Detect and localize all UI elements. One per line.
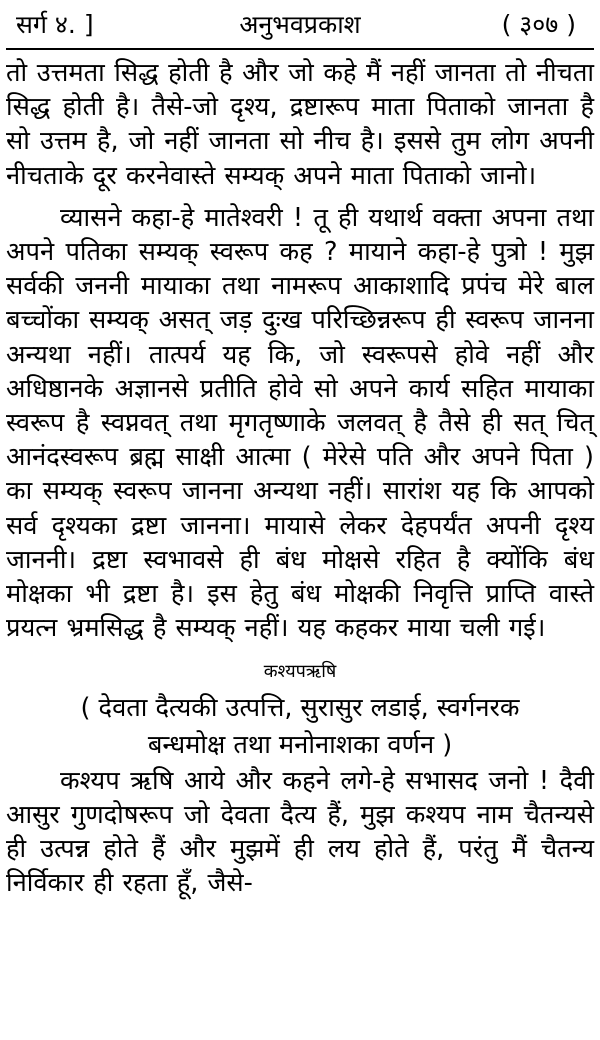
section-heading: कश्यपऋषि [263,661,337,683]
section-subtitle-line-1: ( देवता दैत्यकी उत्पत्ति, सुरासुर लडाई, स्वर्गनरक [80,693,520,724]
paragraph-continuation: तो उत्तमता सिद्ध होती है और जो कहे मैं नहीं जानता तो नीचता सिद्ध होती है। तैसे-जो दृश्य, द्रष्टारूप माता पिताको जानता है सो उत्तम है, जो नहीं जानता सो नीच है। इससे तुम लोग अपनी नीचताके दूर करनेवास्ते सम्यक् अपने माता पिताको जानो। [6,58,594,191]
section-subtitle [6,691,594,761]
section-subtitle-line-2: बन्धमोक्ष तथा मनोनाशका वर्णन ) [147,729,453,760]
page-number: ( ३०७ ) [501,10,576,39]
chapter-marker: सर्ग ४. ] [16,10,94,39]
book-title: अनुभवप्रकाश [239,10,361,39]
running-header [6,6,594,50]
paragraph-kashyapa: कश्यप ऋषि आये और कहने लगे-हे सभासद जनो ! दैवी आसुर गुणदोषरूप जो देवता दैत्य हैं, मुझ कश्यप नाम चैतन्यसे ही उत्पन्न होते हैं और मुझमें ही लय होते हैं, परंतु मैं चैतन्य निर्विकार ही रहता हूँ, जैसे- [6,765,594,899]
paragraph-vyasa-maya: व्यासने कहा-हे मातेश्वरी ! तू ही यथार्थ वक्ता अपना तथा अपने पतिका सम्यक् स्वरूप कह ? मायाने कहा-हे पुत्रो ! मुझ सर्वकी जननी मायाका तथा नामरूप आकाशादि प्रपंच मेरे बाल बच्चोंका सम्यक् असत् जड़ दुःख परिच्छिन्नरूप ही स्वरूप जानना अन्यथा नहीं। तात्पर्य यह कि, जो स्वरूपसे होवे नहीं और अधिष्ठानके अज्ञानसे प्रतीति होवे सो अपने कार्य सहित मायाका स्वरूप है स्वप्नवत् तथा मृगतृष्णाके जलवत् है तैसे ही सत् चित् आनंदस्वरूप ब्रह्म साक्षी आत्मा ( मेरेसे पति और अपने पिता ) का सम्यक् स्वरूप जानना अन्यथा नहीं। सारांश यह कि आपको सर्व दृश्यका द्रष्टा जानना। मायासे लेकर देहपर्यंत अपनी दृश्य जाननी। द्रष्टा स्वभावसे ही बंध मोक्षसे रहित है क्योंकि बंध मोक्षका भी द्रष्टा है। इस हेतु बंध मोक्षकी निवृत्ति प्राप्ति वास्ते प्रयत्न भ्रमसिद्ध है सम्यक् नहीं। यह कहकर माया चली गई। [6,202,594,644]
